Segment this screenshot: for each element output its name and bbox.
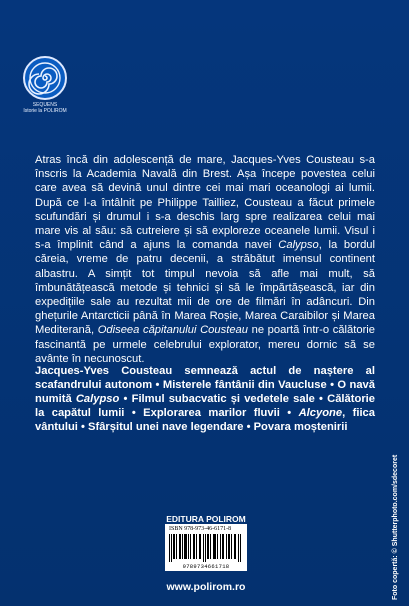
topics-text-2: • Filmul subacvatic și vedetele sale • Călătorie la capătul lumii • Explorarea marilor fluvii • bbox=[35, 393, 376, 419]
series-caption-bottom: Istorie la POLIROM bbox=[23, 108, 67, 114]
topics-text-1: Jacques-Yves Cousteau semnează actul de naștere al scafandrului autonom • Misterele fântânii din Vaucluse • O navă numită bbox=[35, 365, 375, 405]
description-text-3: ne poartă într-o călătorie fascinantă pe urmele celebrului explorator, mereu dornic să se avânte în necunoscut. bbox=[35, 324, 375, 365]
series-caption-top: SEQUENS bbox=[32, 102, 58, 108]
description-italic-2: Odiseea căpitanului Cousteau bbox=[97, 324, 248, 337]
website-url: www.polirom.ro bbox=[166, 581, 246, 593]
publisher-name: EDITURA POLIROM bbox=[166, 514, 246, 524]
topics-list bbox=[35, 364, 375, 434]
description-italic-1: Calypso bbox=[278, 239, 319, 252]
barcode-digits: 9789734661718 bbox=[182, 563, 230, 570]
series-logo bbox=[23, 56, 67, 100]
series-caption bbox=[20, 102, 70, 114]
barcode-bars bbox=[169, 534, 243, 562]
barcode bbox=[165, 524, 247, 571]
description-text-1: Atras încă din adolescență de mare, Jacques-Yves Cousteau s-a înscris la Academia Navală din Brest. Așa începe povestea celui care avea să devină unul dintre cei mai mari oceanologi ai lumii. După ce l-a întâlnit pe Philippe Tailliez, Cousteau a făcut primele scufundări și drumul i s-a deschis larg spre realizarea celui mai mare vis al său: să cutreiere și să exploreze oceanele lumii. Visul i s-a împlinit când a ajuns la comanda navei bbox=[35, 154, 375, 252]
topics-italic-2: Alcyone bbox=[298, 407, 343, 419]
description-text-2: , la bordul căreia, vreme de patru decenii, a străbătut imensul continent albastru. A simțit tot timpul nevoia să afle mai mult, să îmbunătățească metode și tehnici și să le împărtășească, iar din expedițiile sale au rezultat mii de ore de filmări în adâncuri. Din ghețurile Antarcticii până în Marea Roșie, Marea Caraibilor și Marea Mediterană, bbox=[35, 239, 375, 337]
photo-credit: Foto copertă: © Shutterphoto.com/sdecoret bbox=[392, 454, 399, 600]
topics-italic-1: Calypso bbox=[75, 393, 120, 405]
spiral-icon bbox=[28, 61, 62, 95]
description-paragraph bbox=[35, 153, 375, 366]
topics-text-3: , fiica vântului • Sfârșitul unei nave legendare • Povara moștenirii bbox=[35, 407, 375, 433]
isbn-label: ISBN 978-973-46-6171-8 bbox=[169, 526, 232, 532]
